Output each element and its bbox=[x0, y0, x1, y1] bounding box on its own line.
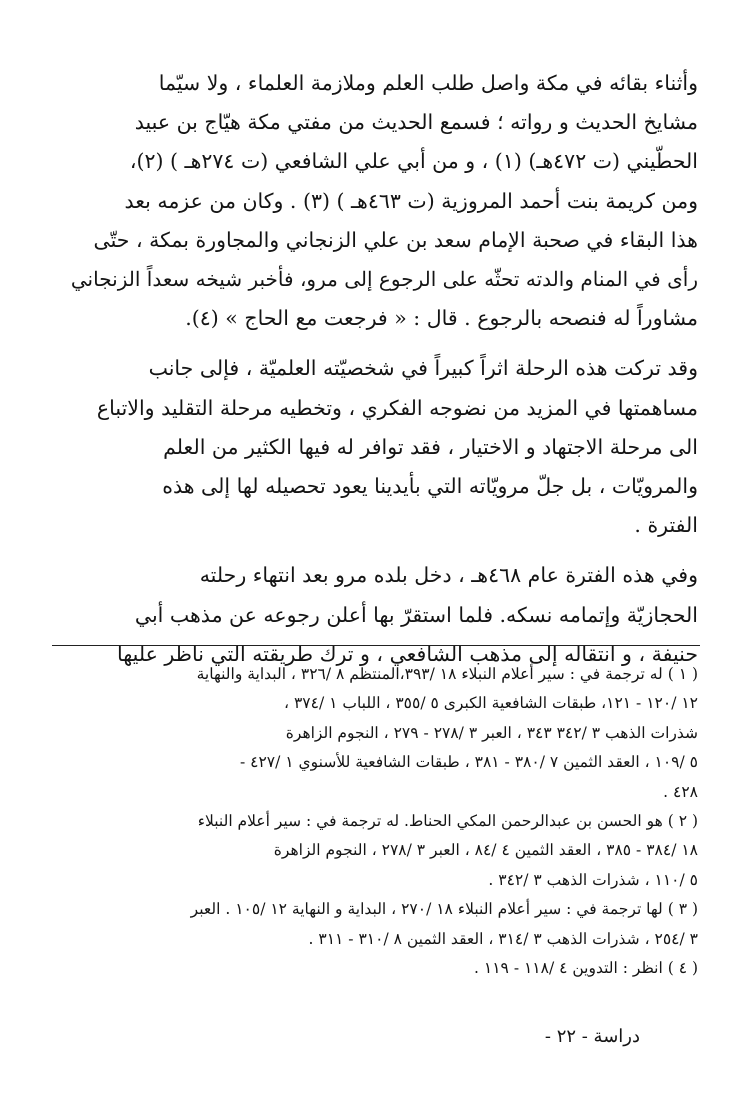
footnote-4 bbox=[52, 954, 698, 983]
footnote-line: ١٨ /٣٨٤ - ٣٨٥ ، العقد الثمين ٤ /٨٤ ، العبر ٣ /٢٧٨ ، النجوم الزاهرة bbox=[273, 841, 698, 860]
text-line: الحطّيني (ت ٤٧٢هـ) (١) ، و من أبي علي الشافعي (ت ٢٧٤هـ ) (٢)، bbox=[129, 149, 698, 174]
text-line: الفترة . bbox=[634, 513, 698, 538]
main-text bbox=[58, 64, 698, 674]
footnote-line: ٥ /١١٠ ، شذرات الذهب ٣ /٣٤٢ . bbox=[488, 870, 698, 889]
text-line: وفي هذه الفترة عام ٤٦٨هـ ، دخل بلده مرو بعد انتهاء رحلته bbox=[199, 563, 698, 588]
text-line: مشايخ الحديث و رواته ؛ فسمع الحديث من مفتي مكة هيّاج بن عبيد bbox=[134, 110, 698, 135]
footnote-line: ٥ /١٠٩ ، العقد الثمين ٧ /٣٨٠ - ٣٨١ ، طبقات الشافعية للأسنوي ١ /٤٢٧ - bbox=[239, 753, 698, 772]
footnote-line: ( ٣ ) لها ترجمة في : سير أعلام النبلاء ١٨ /٢٧٠ ، البداية و النهاية ١٢ /١٠٥ . العبر bbox=[190, 900, 698, 919]
text-line: الى مرحلة الاجتهاد و الاختيار ، فقد توافر له فيها الكثير من العلم bbox=[163, 434, 698, 459]
paragraph-1 bbox=[58, 64, 698, 338]
text-line: وأثناء بقائه في مكة واصل طلب العلم وملازمة العلماء ، ولا سيّما bbox=[158, 71, 698, 95]
footnote-1 bbox=[52, 660, 698, 807]
text-line: هذا البقاء في صحبة الإمام سعد بن علي الزنجاني والمجاورة بمكة ، حتّى bbox=[93, 227, 698, 252]
footnote-line: ( ١ ) له ترجمة في : سير أعلام النبلاء ١٨ /٣٩٣،المنتظم ٨ /٣٢٦ ، البداية والنهاية bbox=[196, 665, 698, 683]
text-line: مشاوراً له فنصحه بالرجوع . قال : « فرجعت مع الحاج » (٤). bbox=[185, 306, 698, 331]
footnote-line: ٣ /٢٥٤ ، شذرات الذهب ٣ /٣١٤ ، العقد الثمين ٨ /٣١٠ - ٣١١ . bbox=[308, 929, 698, 948]
page-number: دراسة - ٢٢ - bbox=[544, 1026, 640, 1047]
footnote-3 bbox=[52, 895, 698, 954]
text-line: الحجازيّة وإتمامه نسكه. فلما استقرّ بها أعلن رجوعه عن مذهب أبي bbox=[134, 602, 698, 627]
text-line: وقد تركت هذه الرحلة اثراً كبيراً في شخصيّته العلميّة ، فإلى جانب bbox=[148, 356, 698, 381]
footnote-line: شذرات الذهب ٣ /٣٤٢ ٣٤٣ ، العبر ٣ /٢٧٨ - ٢٧٩ ، النجوم الزاهرة bbox=[285, 723, 698, 742]
footnote-line: ( ٢ ) هو الحسن بن عبدالرحمن المكي الحناط. له ترجمة في : سير أعلام النبلاء bbox=[197, 812, 698, 831]
paragraph-2 bbox=[58, 349, 698, 545]
text-line: ومن كريمة بنت أحمد المروزية (ت ٤٦٣هـ ) (٣) . وكان من عزمه بعد bbox=[124, 188, 698, 213]
footnote-line: ١٢ /١٢٠ - ١٢١، طبقات الشافعية الكبرى ٥ /٣٥٥ ، اللباب ١ /٣٧٤ ، bbox=[284, 694, 698, 713]
text-line: رأى في المنام والدته تحثّه على الرجوع إلى مرو، فأخبر شيخه سعداً الزنجاني bbox=[70, 267, 698, 292]
text-line: والمرويّات ، بل جلّ مرويّاته التي بأيدينا يعود تحصيله لها إلى هذه bbox=[162, 474, 698, 499]
footnote-line: ( ٤ ) انظر : التدوين ٤ /١١٨ - ١١٩ . bbox=[474, 959, 698, 978]
footnote-line: ٤٢٨ . bbox=[663, 782, 698, 801]
footnote-divider bbox=[52, 645, 700, 646]
footnote-2 bbox=[52, 807, 698, 895]
text-line: مساهمتها في المزيد من نضوجه الفكري ، وتخطيه مرحلة التقليد والاتباع bbox=[96, 395, 698, 420]
text-line: حنيفة ، و انتقاله إلى مذهب الشافعي ، و ترك طريقته التي ناظر عليها bbox=[116, 641, 698, 666]
footnotes bbox=[52, 660, 698, 983]
paragraph-3 bbox=[58, 556, 698, 674]
